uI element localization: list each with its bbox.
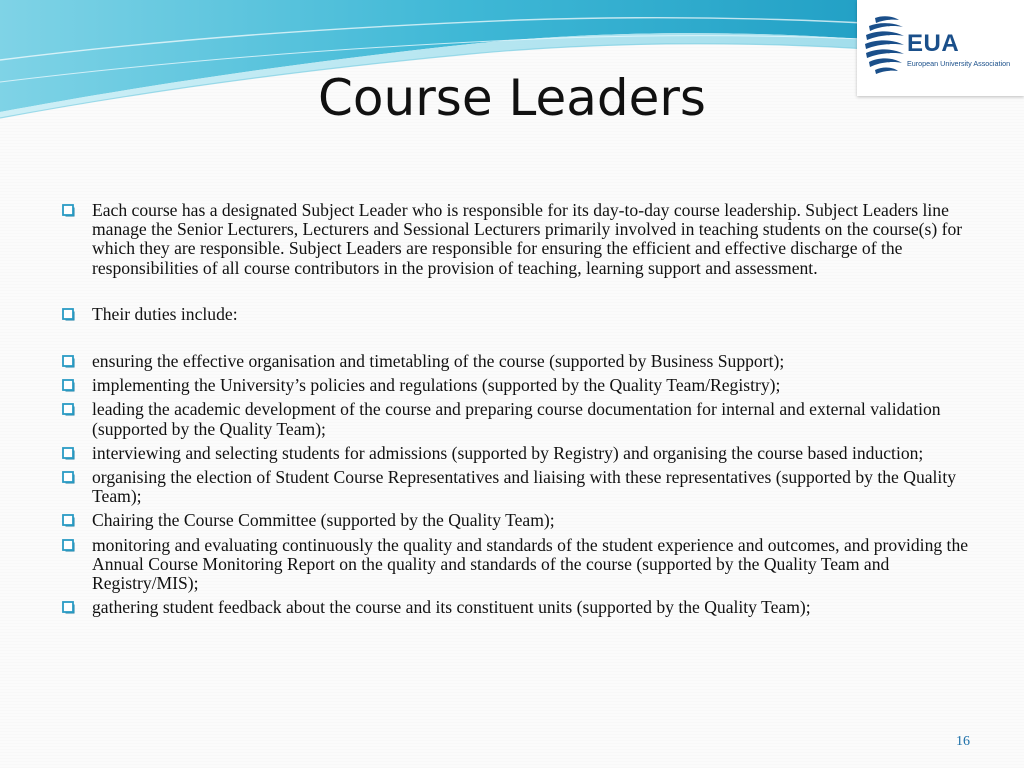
list-item-text: leading the academic development of the course and preparing course documentation for internal and external validation (supported by the Quality Team); [92, 399, 941, 439]
hollow-square-icon [62, 308, 76, 322]
list-item [62, 511, 972, 530]
list-item [62, 376, 972, 395]
list-item-text: interviewing and selecting students for admissions (supported by Registry) and organising the course based induction; [92, 442, 924, 463]
hollow-square-icon [62, 355, 76, 369]
hollow-square-icon [62, 447, 76, 461]
list-item [62, 468, 972, 506]
intro-text: Each course has a designated Subject Leader who is responsible for its day-to-day course leadership. Subject Leaders line manage the Senior Lecturers, Lecturers and Sessional Lecturers primarily involved in teaching students on the course(s) for which they are responsible. Subject Leaders are responsible for ensuring the efficient and effective discharge of the responsibilities of all course contributors in the provision of teaching, learning support and assessment. [92, 200, 963, 278]
list-item [62, 444, 972, 463]
list-item-text: gathering student feedback about the course and its constituent units (supported by the Quality Team); [92, 597, 811, 618]
hollow-square-icon [62, 539, 76, 553]
hollow-square-icon [62, 379, 76, 393]
hollow-square-icon [62, 204, 76, 218]
hollow-square-icon [62, 403, 76, 417]
logo-organisation-name: European University Association [907, 59, 1011, 68]
list-item [62, 536, 972, 594]
hollow-square-icon [62, 514, 76, 528]
logo-acronym: EUA [907, 30, 960, 57]
slide-title: Course Leaders [318, 69, 706, 127]
list-item-text: organising the election of Student Course Representatives and liaising with these representatives (supported by the Quality Team); [92, 467, 957, 507]
duties-heading [62, 305, 972, 324]
list-item [62, 400, 972, 438]
list-item-text: Chairing the Course Committee (supported by the Quality Team); [92, 510, 555, 531]
intro-paragraph [62, 201, 972, 278]
globe-icon [865, 14, 905, 76]
list-item-text: ensuring the effective organisation and timetabling of the course (supported by Business Support); [92, 351, 785, 372]
slide-body [62, 201, 972, 617]
list-item [62, 352, 972, 371]
list-item-text: monitoring and evaluating continuously the quality and standards of the student experience and outcomes, and providing the Annual Course Monitoring Report on the quality and standards of the course (supported by the Quality Team and Registry/MIS); [92, 534, 969, 594]
duties-heading-text: Their duties include: [92, 303, 238, 324]
page-number: 16 [956, 734, 970, 749]
list-item-text: implementing the University’s policies and regulations (supported by the Quality Team/Registry); [92, 375, 781, 396]
hollow-square-icon [62, 471, 76, 485]
hollow-square-icon [62, 601, 76, 615]
list-item [62, 598, 972, 617]
